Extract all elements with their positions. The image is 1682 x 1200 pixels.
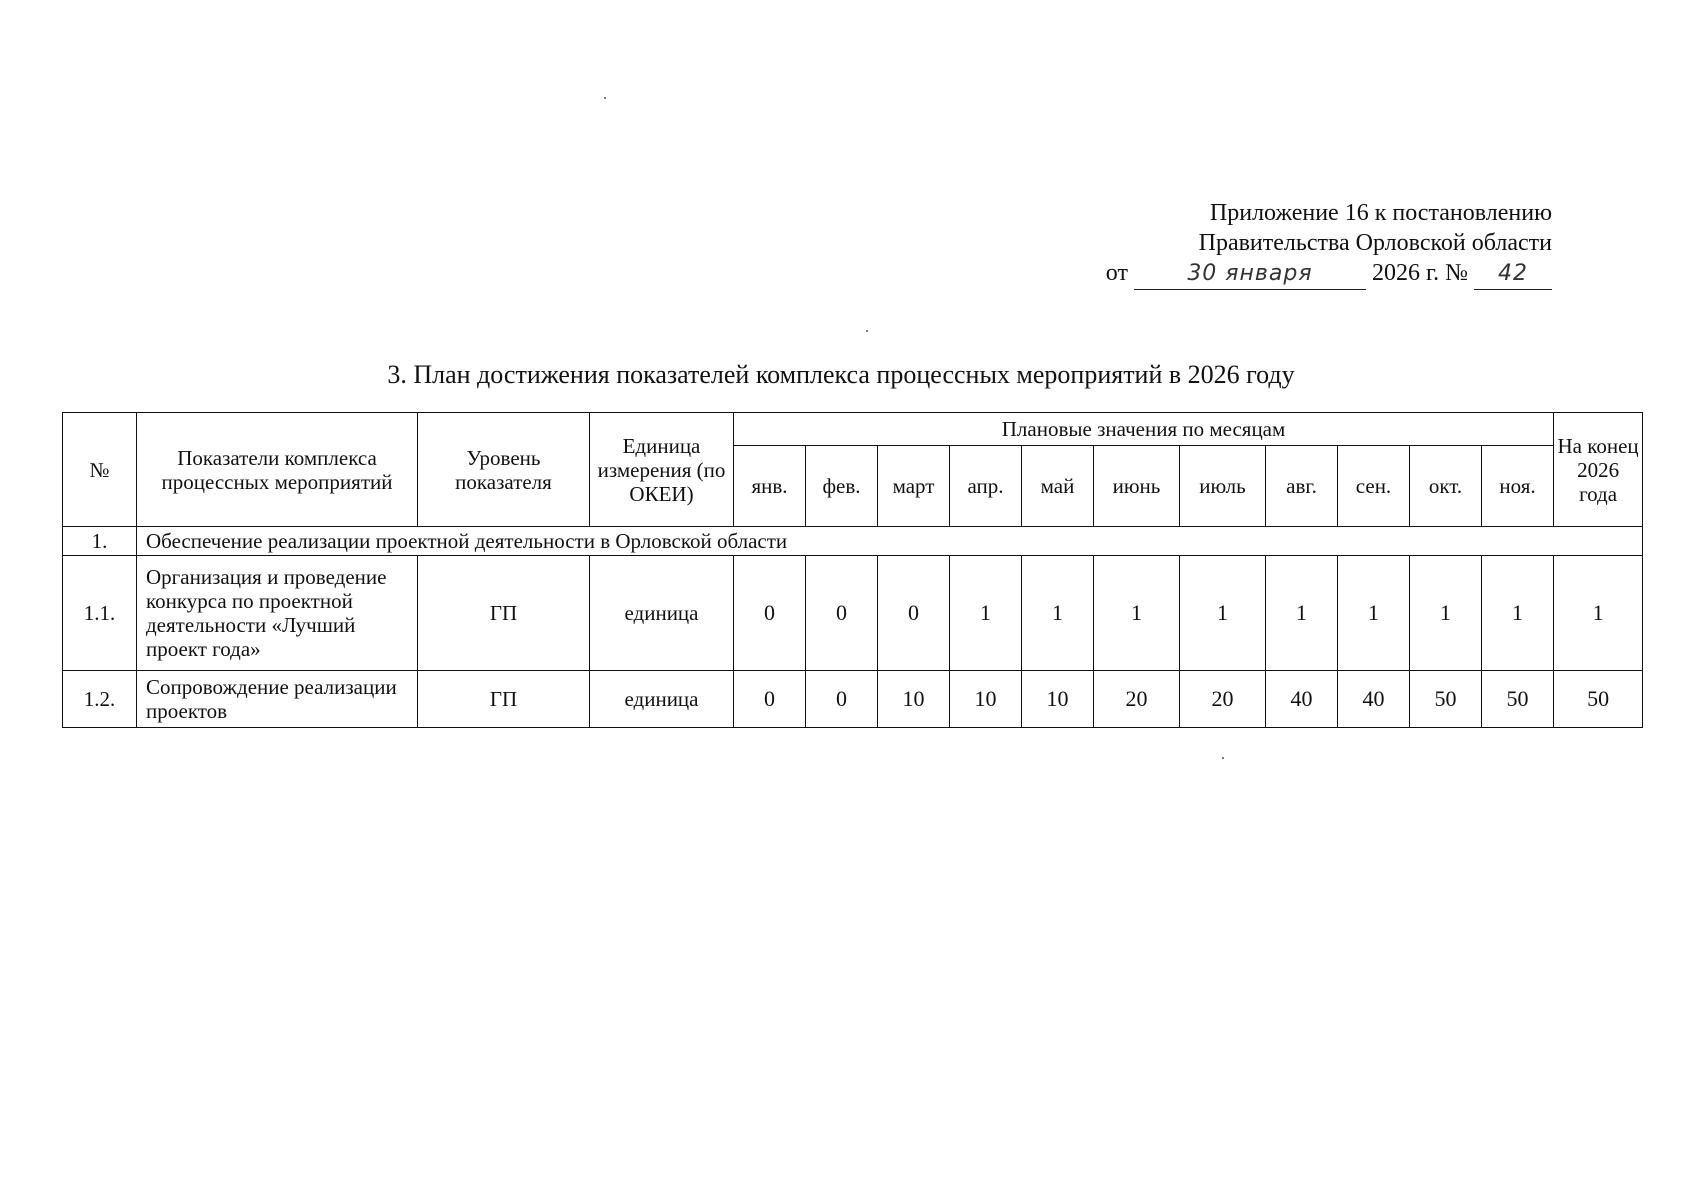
row-month-value: 10: [950, 671, 1022, 728]
row-month-value: 1: [1338, 556, 1410, 671]
header-monthly: Плановые значения по месяцам: [734, 413, 1554, 446]
table-row: [63, 671, 1643, 728]
row-month-value: 1: [1482, 556, 1554, 671]
header-month: июль: [1180, 446, 1266, 527]
scan-speck: [1222, 757, 1224, 759]
table-row: [63, 556, 1643, 671]
header-month: фев.: [806, 446, 878, 527]
row-level: ГП: [418, 671, 590, 728]
row-month-value: 50: [1482, 671, 1554, 728]
header-month: апр.: [950, 446, 1022, 527]
header-month: окт.: [1410, 446, 1482, 527]
header-indicators: Показатели комплекса процессных мероприятий: [137, 413, 418, 527]
row-year-end-value: 50: [1554, 671, 1643, 728]
handwritten-date: 30 января: [1134, 259, 1366, 290]
row-month-value: 40: [1338, 671, 1410, 728]
row-month-value: 40: [1266, 671, 1338, 728]
approval-line-1: Приложение 16 к постановлению: [1209, 200, 1552, 226]
header-no: №: [63, 413, 137, 527]
row-level: ГП: [418, 556, 590, 671]
row-month-value: 1: [950, 556, 1022, 671]
approval-prefix: от: [1105, 260, 1128, 286]
section-no: 1.: [63, 527, 137, 556]
row-year-end-value: 1: [1554, 556, 1643, 671]
header-month: март: [878, 446, 950, 527]
handwritten-number: 42: [1474, 259, 1552, 290]
row-no: 1.2.: [63, 671, 137, 728]
row-month-value: 50: [1410, 671, 1482, 728]
header-unit: Единица измерения (по ОКЕИ): [590, 413, 734, 527]
row-no: 1.1.: [63, 556, 137, 671]
header-month: ноя.: [1482, 446, 1554, 527]
table-header-row: [63, 413, 1643, 446]
document-title: 3. План достижения показателей комплекса процессных мероприятий в 2026 году: [387, 360, 1295, 389]
row-month-value: 1: [1410, 556, 1482, 671]
row-month-value: 20: [1180, 671, 1266, 728]
row-indicator-name: Организация и проведение конкурса по проектной деятельности «Лучший проект года»: [137, 556, 418, 671]
section-title: Обеспечение реализации проектной деятельности в Орловской области: [137, 527, 1643, 556]
row-month-value: 0: [806, 556, 878, 671]
approval-block: [1106, 198, 1552, 290]
row-month-value: 0: [734, 671, 806, 728]
approval-line-3: [1106, 258, 1552, 290]
row-month-value: 1: [1180, 556, 1266, 671]
row-month-value: 1: [1094, 556, 1180, 671]
header-level: Уровень показателя: [418, 413, 590, 527]
row-indicator-name: Сопровождение реализации проектов: [137, 671, 418, 728]
row-month-value: 0: [734, 556, 806, 671]
row-month-value: 1: [1022, 556, 1094, 671]
row-month-value: 20: [1094, 671, 1180, 728]
scan-speck: [866, 330, 868, 332]
approval-year-text: 2026 г. №: [1371, 260, 1468, 286]
row-month-value: 0: [878, 556, 950, 671]
plan-table: [62, 412, 1643, 728]
header-month: сен.: [1338, 446, 1410, 527]
scan-speck: [604, 97, 606, 99]
row-month-value: 1: [1266, 556, 1338, 671]
row-unit: единица: [590, 671, 734, 728]
header-month: авг.: [1266, 446, 1338, 527]
table-section-row: [63, 527, 1643, 556]
row-month-value: 10: [1022, 671, 1094, 728]
row-month-value: 0: [806, 671, 878, 728]
header-month: янв.: [734, 446, 806, 527]
row-month-value: 10: [878, 671, 950, 728]
header-month: июнь: [1094, 446, 1180, 527]
approval-line-2: Правительства Орловской области: [1198, 230, 1552, 256]
header-year-end: На конец 2026 года: [1554, 413, 1643, 527]
header-month: май: [1022, 446, 1094, 527]
row-unit: единица: [590, 556, 734, 671]
